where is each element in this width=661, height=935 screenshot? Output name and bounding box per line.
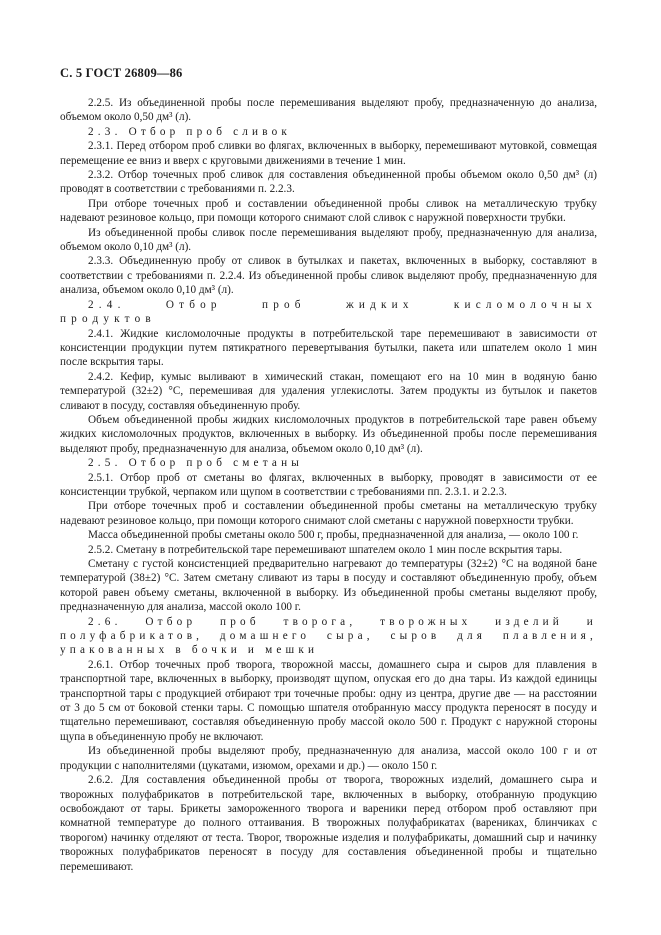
paragraph-2-3-1: 2.3.1. Перед отбором проб сливки во флягах, включенных в выборку, перемешивают мутовкой, совмещая перемещение ее вниз и вверх с круговыми движениями в течение 1 мин.: [60, 140, 597, 167]
paragraph-2-5-1: 2.5.1. Отбор проб от сметаны во флягах, включенных в выборку, проводят в зависимости от ее консистенции трубкой, черпаком или щупом в соответствии с требованиями пп. 2.3.1. и 2.2.3.: [60, 471, 597, 498]
paragraph-sour-cream-mass: Масса объединенной пробы сметаны около 500 г, пробы, предназначенной для анализа, — около 100 г.: [88, 529, 579, 542]
paragraph-sour-cream-sampling: При отборе точечных проб и составлении объединенной пробы сметаны на металлическую трубку надевают резиновое кольцо, при помощи которого снимают слой сметаны с наружной поверхности трубки.: [60, 500, 597, 527]
paragraph-cream-analysis-sample: Из объединенной пробы сливок после перемешивания выделяют пробу, предназначенную для анализа, объемом около 0,10 дм³ (л).: [60, 226, 597, 254]
section-heading-2-6: 2.6. Отбор проб творога, творожных изделий и полуфабрикатов, домашнего сыра, сыров для плавления, упакованных в бочки и мешки: [60, 615, 597, 657]
paragraph-2-3-2: 2.3.2. Отбор точечных проб сливок для составления объединенной пробы объемом около 0,50 дм³ (л) проводят в соответствии с требованиями п. 2.2.3.: [60, 169, 597, 196]
paragraph-2-3-3: 2.3.3. Объединенную пробу от сливок в бутылках и пакетах, включенных в выборку, составляют в соответствии с требованиями п. 2.2.4. Из объединенной пробы сливок выделяют пробу, предназначенную для анализа, объемом около 0,10 дм³ (л).: [60, 255, 597, 297]
document-body: [60, 96, 597, 874]
section-heading-2-5: 2.5. Отбор проб сметаны: [88, 457, 303, 470]
page-header: С. 5 ГОСТ 26809—86: [60, 66, 183, 80]
paragraph-2-5-2: 2.5.2. Сметану в потребительской таре перемешивают шпателем около 1 мин после вскрытия тары.: [88, 543, 563, 556]
paragraph-2-6-2: 2.6.2. Для составления объединенной пробы от творога, творожных изделий, домашнего сыра и творожных полуфабрикатов в потребительской таре, включенных в выборку, отобранную продукцию освобождают от тары. Брикеты замороженного творога и вареники перед отбором проб оставляют при комнатной температуре до полного оттаивания. В творожных полуфабрикатах (варениках, блинчиках с творогом) начинку отделяют от теста. Творог, творожные изделия и полуфабрикаты, домашний сыр и начинку творожных полуфабрикатов переносят в посуду для составления объединенной пробы и тщательно перемешивают.: [60, 774, 597, 873]
paragraph-curd-analysis-sample: Из объединенной пробы выделяют пробу, предназначенную для анализа, массой около 100 г и от продукции с наполнителями (цукатами, изюмом, орехами и др.) — около 150 г.: [60, 745, 597, 772]
section-heading-2-4: 2.4. Отбор проб жидких кисломолочных продуктов: [60, 298, 597, 326]
paragraph-2-6-1: 2.6.1. Отбор точечных проб творога, творожной массы, домашнего сыра и сыров для плавления в транспортной таре, включенных в выборку, производят щупом, опуская его до дна тары. Из каждой единицы транспортной тары с продукцией отбирают три точечные пробы: одну из центра, другие две — на расстоянии от 3 до 5 см от боковой стенки тары. С помощью шпателя отобранную массу продукта переносят в посуду и тщательно перемешивают, составляя объединенную пробу массой около 500 г. Продукт с наружной стороны щупа в объединенную пробу не включают.: [60, 658, 597, 743]
paragraph-2-4-1: 2.4.1. Жидкие кисломолочные продукты в потребительской таре перемешивают в зависимости от консистенции продукции путем пятикратного перевертывания бутылки, пакета или шпателем около 1 мин после вскрытия тары.: [60, 327, 597, 369]
paragraph-2-2-5: 2.2.5. Из объединенной пробы после перемешивания выделяют пробу, предназначенную до анализа, объемом около 0,50 дм³ (л).: [60, 97, 597, 124]
paragraph-thick-sour-cream: Сметану с густой консистенцией предварительно нагревают до температуры (32±2) °С на водяной бане температурой (38±2) °С. Затем сметану сливают из тары в посуду и составляют объединенную пробу, объем которой равен объему сметаны, включенной в выборку. Из объединенной пробы сметаны выделяют пробу, предназначенную для анализа, массой около 100 г.: [60, 558, 597, 614]
paragraph-combined-sample-volume: Объем объединенной пробы жидких кисломолочных продуктов в потребительской таре равен объему жидких кисломолочных продуктов, включенных в выборку. Из объединенной пробы после перемешивания выделяют пробу, предназначенную для анализа, объемом около 0,10 дм³ (л).: [60, 413, 597, 455]
paragraph-2-4-2: 2.4.2. Кефир, кумыс выливают в химический стакан, помещают его на 10 мин в водяную баню температурой (32±2) °С, перемешивая для удаления углекислоты. Затем продукты из бутылок и пакетов сливают в посуду, составляя объединенную пробу.: [60, 370, 597, 412]
paragraph-cream-sampling: При отборе точечных проб и составлении объединенной пробы сливок на металлическую трубку надевают резиновое кольцо, при помощи которого снимают слой сливок с наружной поверхности трубки.: [60, 197, 597, 225]
section-heading-2-3: 2.3. Отбор проб сливок: [88, 125, 292, 138]
